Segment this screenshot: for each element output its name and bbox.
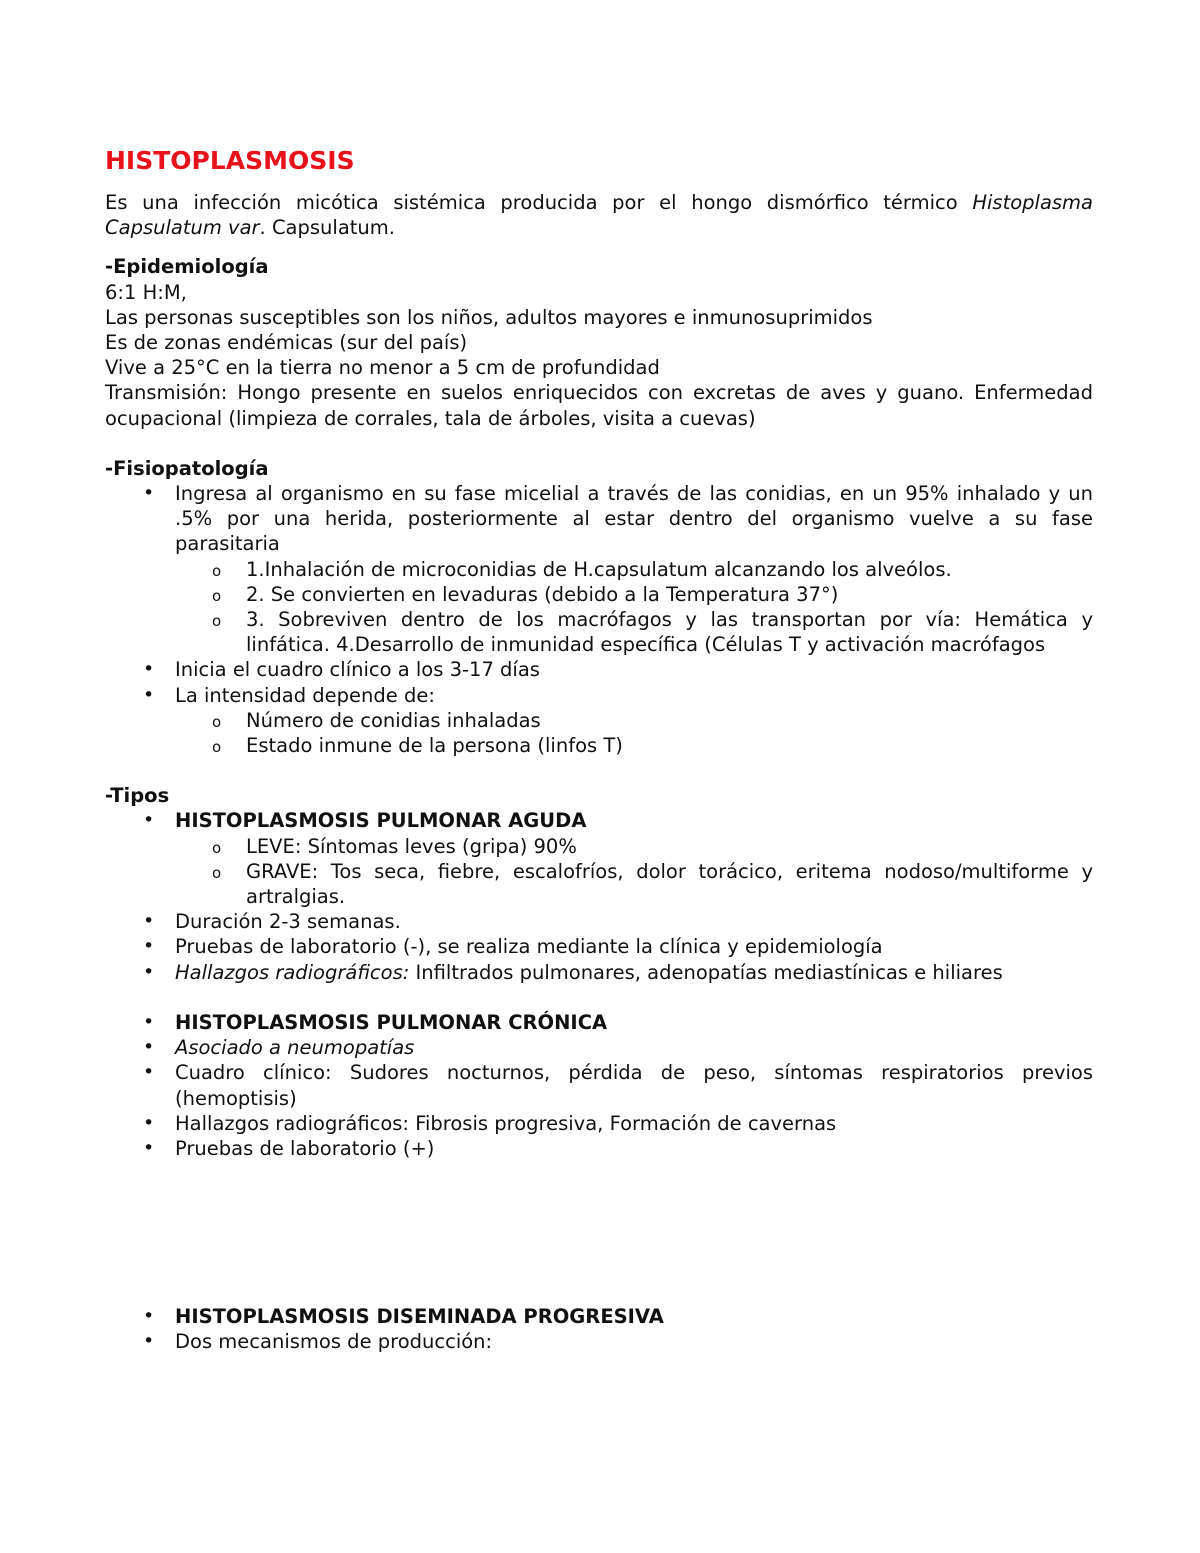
fisio-list <box>105 481 1093 758</box>
sub-list-item: o GRAVE: Tos seca, fiebre, escalofríos, dolor torácico, eritema nodoso/multiforme y artralgias. <box>175 859 1093 909</box>
document-page <box>105 140 1093 1355</box>
fisio-item-text: Inicia el cuadro clínico a los 3-17 días <box>175 658 540 682</box>
intro-rest: . Capsulatum. <box>259 216 395 240</box>
tipos-list-aguda <box>105 808 1093 984</box>
list-item: • Duración 2-3 semanas. <box>105 909 1093 934</box>
fisio-sublist <box>175 708 1093 758</box>
intro-text: Es una infección micótica sistémica producida por el hongo dismórfico térmico <box>105 191 973 214</box>
sub-list-item: o Estado inmune de la persona (linfos T) <box>175 733 1093 758</box>
list-item <box>105 1010 1093 1035</box>
epi-line: Las personas susceptibles son los niños, adultos mayores e inmunosuprimidos <box>105 305 873 329</box>
page-title: HISTOPLASMOSIS <box>105 146 355 175</box>
epi-line: Es de zonas endémicas (sur del país) <box>105 331 468 355</box>
hallazgos-text: Infiltrados pulmonares, adenopatías mediastínicas e hiliares <box>409 960 1003 984</box>
epi-line: Vive a 25°C en la tierra no menor a 5 cm de profundidad <box>105 356 660 380</box>
list-item <box>105 808 1093 909</box>
list-item <box>105 960 1093 985</box>
list-item: • Cuadro clínico: Sudores nocturnos, pérdida de peso, síntomas respiratorios previos (hemoptisis) <box>105 1060 1093 1110</box>
aguda-sublist <box>175 834 1093 910</box>
tipos-list-diseminada <box>105 1304 1093 1354</box>
list-item <box>105 657 1093 682</box>
list-item: • Hallazgos radiográficos: Fibrosis progresiva, Formación de cavernas <box>105 1111 1093 1136</box>
sub-list-item: o 1.Inhalación de microconidias de H.capsulatum alcanzando los alveólos. <box>175 557 1093 582</box>
intro-species: Histoplasma Capsulatum var <box>105 191 1093 240</box>
list-item: • Dos mecanismos de producción: <box>105 1329 1093 1354</box>
fisio-item-text: La intensidad depende de: <box>175 683 435 707</box>
type-title-cronica: HISTOPLASMOSIS PULMONAR CRÓNICA <box>175 1010 608 1034</box>
list-item <box>105 1304 1093 1329</box>
epi-line: 6:1 H:M, <box>105 280 187 304</box>
list-item: • Pruebas de laboratorio (-), se realiza mediante la clínica y epidemiología <box>105 934 1093 959</box>
section-heading-tipos: -Tipos <box>105 784 170 808</box>
section-heading-fisiopatologia: -Fisiopatología <box>105 456 269 480</box>
cronica-asociado: Asociado a neumopatías <box>175 1036 415 1060</box>
sub-list-item: o Número de conidias inhaladas <box>175 708 1093 733</box>
type-title-diseminada: HISTOPLASMOSIS DISEMINADA PROGRESIVA <box>175 1305 664 1329</box>
type-title-aguda: HISTOPLASMOSIS PULMONAR AGUDA <box>175 809 587 833</box>
sub-list-item: o LEVE: Síntomas leves (gripa) 90% <box>175 834 1093 859</box>
fisio-item-text: Ingresa al organismo en su fase micelial a través de las conidias, en un 95% inhalado y un .5% por una herida, posteriormente al estar dentro del organismo vuelve a su fase parasitaria <box>175 482 1093 556</box>
list-item <box>105 481 1093 657</box>
list-item: • Pruebas de laboratorio (+) <box>105 1136 1093 1161</box>
intro-paragraph <box>105 190 1093 240</box>
sub-list-item: o 3. Sobreviven dentro de los macrófagos y las transportan por vía: Hemática y linfática. 4.Desarrollo de inmunidad específica (Células T y activación macrófagos <box>175 607 1093 657</box>
sub-list-item: o 2. Se convierten en levaduras (debido a la Temperatura 37°) <box>175 582 1093 607</box>
hallazgos-label: Hallazgos radiográficos: <box>175 960 410 984</box>
list-item <box>105 1035 1093 1060</box>
section-heading-epidemiologia: -Epidemiología <box>105 255 269 279</box>
epi-line-transmision: Transmisión: Hongo presente en suelos enriquecidos con excretas de aves y guano. Enfermedad ocupacional (limpieza de corrales, tala de árboles, visita a cuevas) <box>105 381 1093 430</box>
list-item <box>105 683 1093 759</box>
fisio-sublist <box>175 557 1093 658</box>
tipos-list-cronica <box>105 1010 1093 1161</box>
